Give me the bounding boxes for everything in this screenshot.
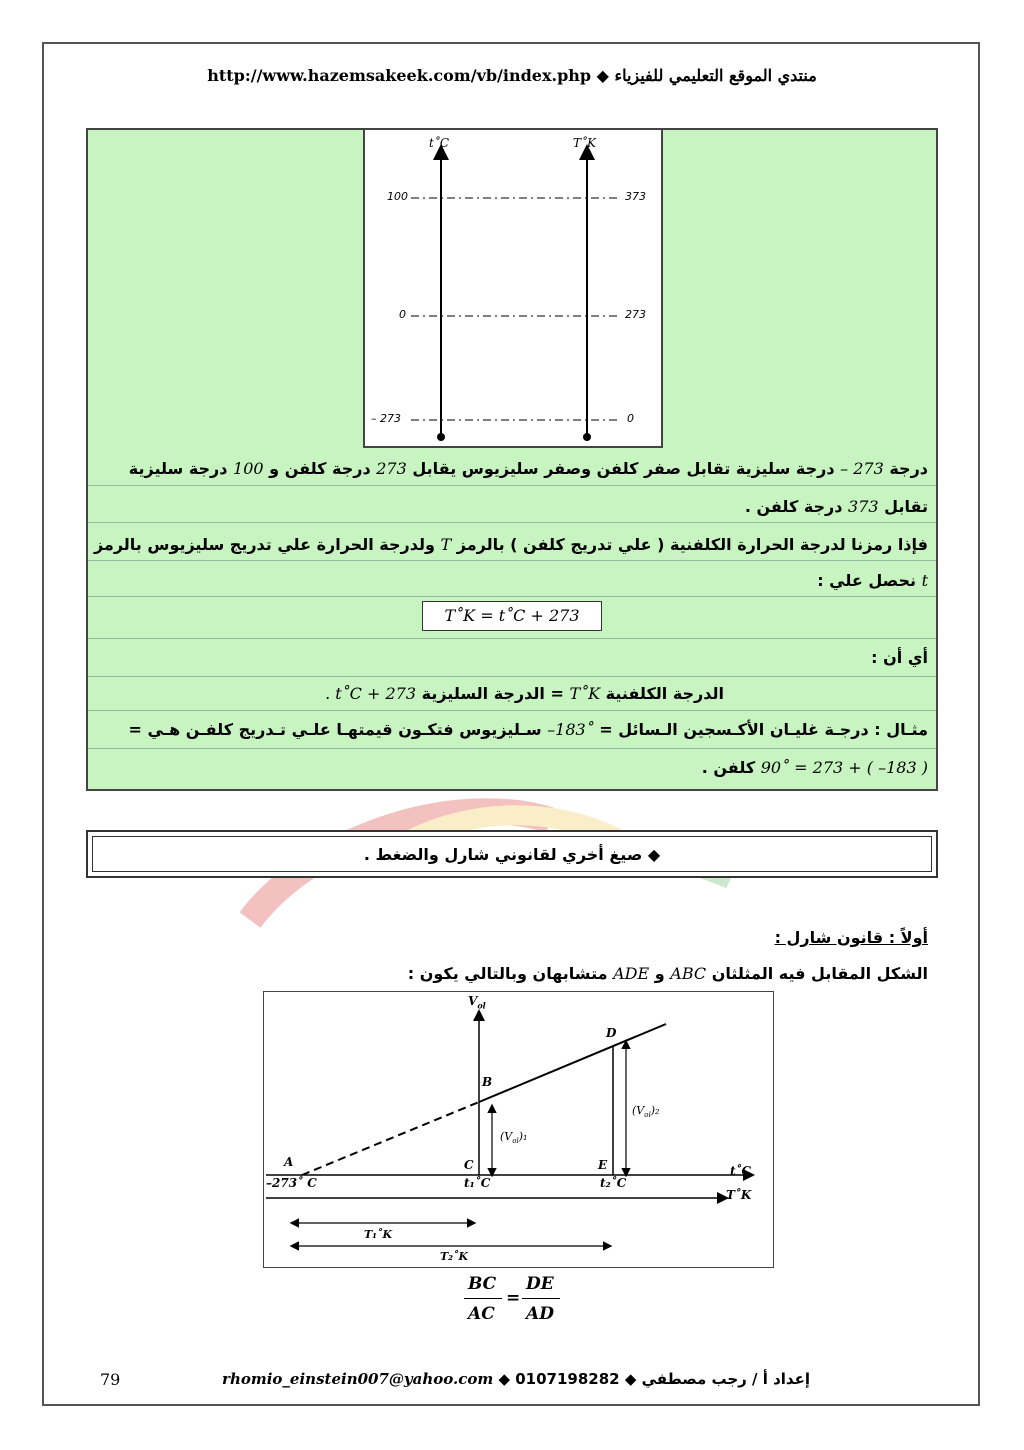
page-header	[0, 66, 1024, 85]
point-label-c: C	[464, 1158, 474, 1172]
site-name: منتدي الموقع التعليمي للفيزياء	[614, 66, 817, 85]
section-title: ◆ صيغ أخري لقانوني شارل والضغط .	[363, 845, 661, 864]
volume-line-dashed	[302, 1102, 479, 1175]
page-number: 79	[100, 1370, 121, 1389]
phone-number: 0107198282	[515, 1370, 620, 1388]
tick-label: 373	[625, 190, 646, 203]
T1-span-label: T₁˚K	[364, 1228, 393, 1241]
volume-line-solid	[479, 1024, 666, 1102]
volume-axis-label: $V_{ol}$	[468, 994, 486, 1011]
point-label-b: B	[482, 1075, 493, 1089]
row-divider	[88, 522, 936, 523]
similar-triangles-equation: BC AC = DE AD	[460, 1272, 570, 1332]
charles-law-diagram	[263, 991, 774, 1268]
diamond-icon: ◆	[619, 1370, 637, 1388]
section-heading-box	[86, 830, 938, 878]
page-footer	[0, 1366, 1024, 1396]
T2-span-label: T₂˚K	[440, 1250, 469, 1263]
paragraph-line: فإذا رمزنا لدرجة الحرارة الكلفنية ( علي تدريج كلفن ) بالرمز T ولدرجة الحرارة علي تدريج سليزيوس بالرمز	[93, 535, 928, 554]
row-divider	[88, 748, 936, 749]
vol1-label: $(V_{ol})_1$	[500, 1130, 528, 1146]
charles-law-heading: أولاً : قانون شارل :	[774, 928, 928, 947]
paragraph-line: أي أن :	[871, 648, 928, 667]
tick-label: 0	[399, 308, 406, 321]
row-divider	[88, 676, 936, 677]
paragraph-line: درجة 273 – درجة سليزية تقابل صفر كلفن وصفر سليزيوس يقابل 273 درجة كلفن و 100 درجة سليزية	[128, 459, 928, 478]
tick-label: 273	[625, 308, 646, 321]
row-divider	[88, 638, 936, 639]
t1-label: t₁˚C	[464, 1176, 491, 1190]
point-label-d: D	[606, 1026, 617, 1040]
paragraph-line: مثـال : درجـة غليـان الأكـسجين الـسائل = ˚183– سـليزيوس فتكـون قيمتهـا علـي تـدريج كلفـن هـي =	[128, 720, 928, 739]
row-divider	[88, 596, 936, 597]
row-divider	[88, 485, 936, 486]
point-label-e: E	[598, 1158, 608, 1172]
site-url: http://www.hazemsakeek.com/vb/index.php	[207, 66, 592, 85]
paragraph-line: الدرجة الكلفنية T˚K = الدرجة السليزية t˚C + 273 .	[325, 684, 724, 703]
t2-label: t₂˚C	[600, 1176, 627, 1190]
diamond-icon: ◆	[493, 1370, 510, 1388]
charles-law-text: الشكل المقابل فيه المثلثان ABC و ADE متشابهان وبالتالي يكون :	[407, 964, 928, 983]
row-divider	[88, 710, 936, 711]
vol2-label: $(V_{ol})_2$	[632, 1104, 660, 1120]
tick-label: 0	[627, 412, 634, 425]
absolute-zero-label: –273˚ C	[266, 1176, 317, 1190]
diamond-icon: ◆	[591, 66, 609, 85]
kelvin-axis-label: T˚K	[573, 136, 596, 150]
author-credit: إعداد أ / رجب مصطفي	[641, 1370, 810, 1388]
celsius-axis-label: t˚C	[429, 136, 450, 150]
paragraph-line: t نحصل علي :	[817, 571, 928, 590]
row-divider	[88, 560, 936, 561]
author-email: rhomio_einstein007@yahoo.com	[222, 1370, 494, 1388]
kelvin-formula: T˚K = t˚C + 273	[422, 601, 602, 631]
paragraph-line: تقابل 373 درجة كلفن .	[744, 497, 928, 516]
temperature-scale-diagram	[363, 128, 663, 448]
paragraph-line: ( 183– ) + 273 = ˚90 كلفن .	[701, 758, 928, 777]
tick-label: – 273	[371, 412, 401, 425]
point-label-a: A	[284, 1155, 294, 1169]
tick-label: 100	[387, 190, 408, 203]
t-celsius-axis-label: t˚C	[730, 1164, 752, 1178]
t-kelvin-axis-label: T˚K	[726, 1188, 752, 1202]
